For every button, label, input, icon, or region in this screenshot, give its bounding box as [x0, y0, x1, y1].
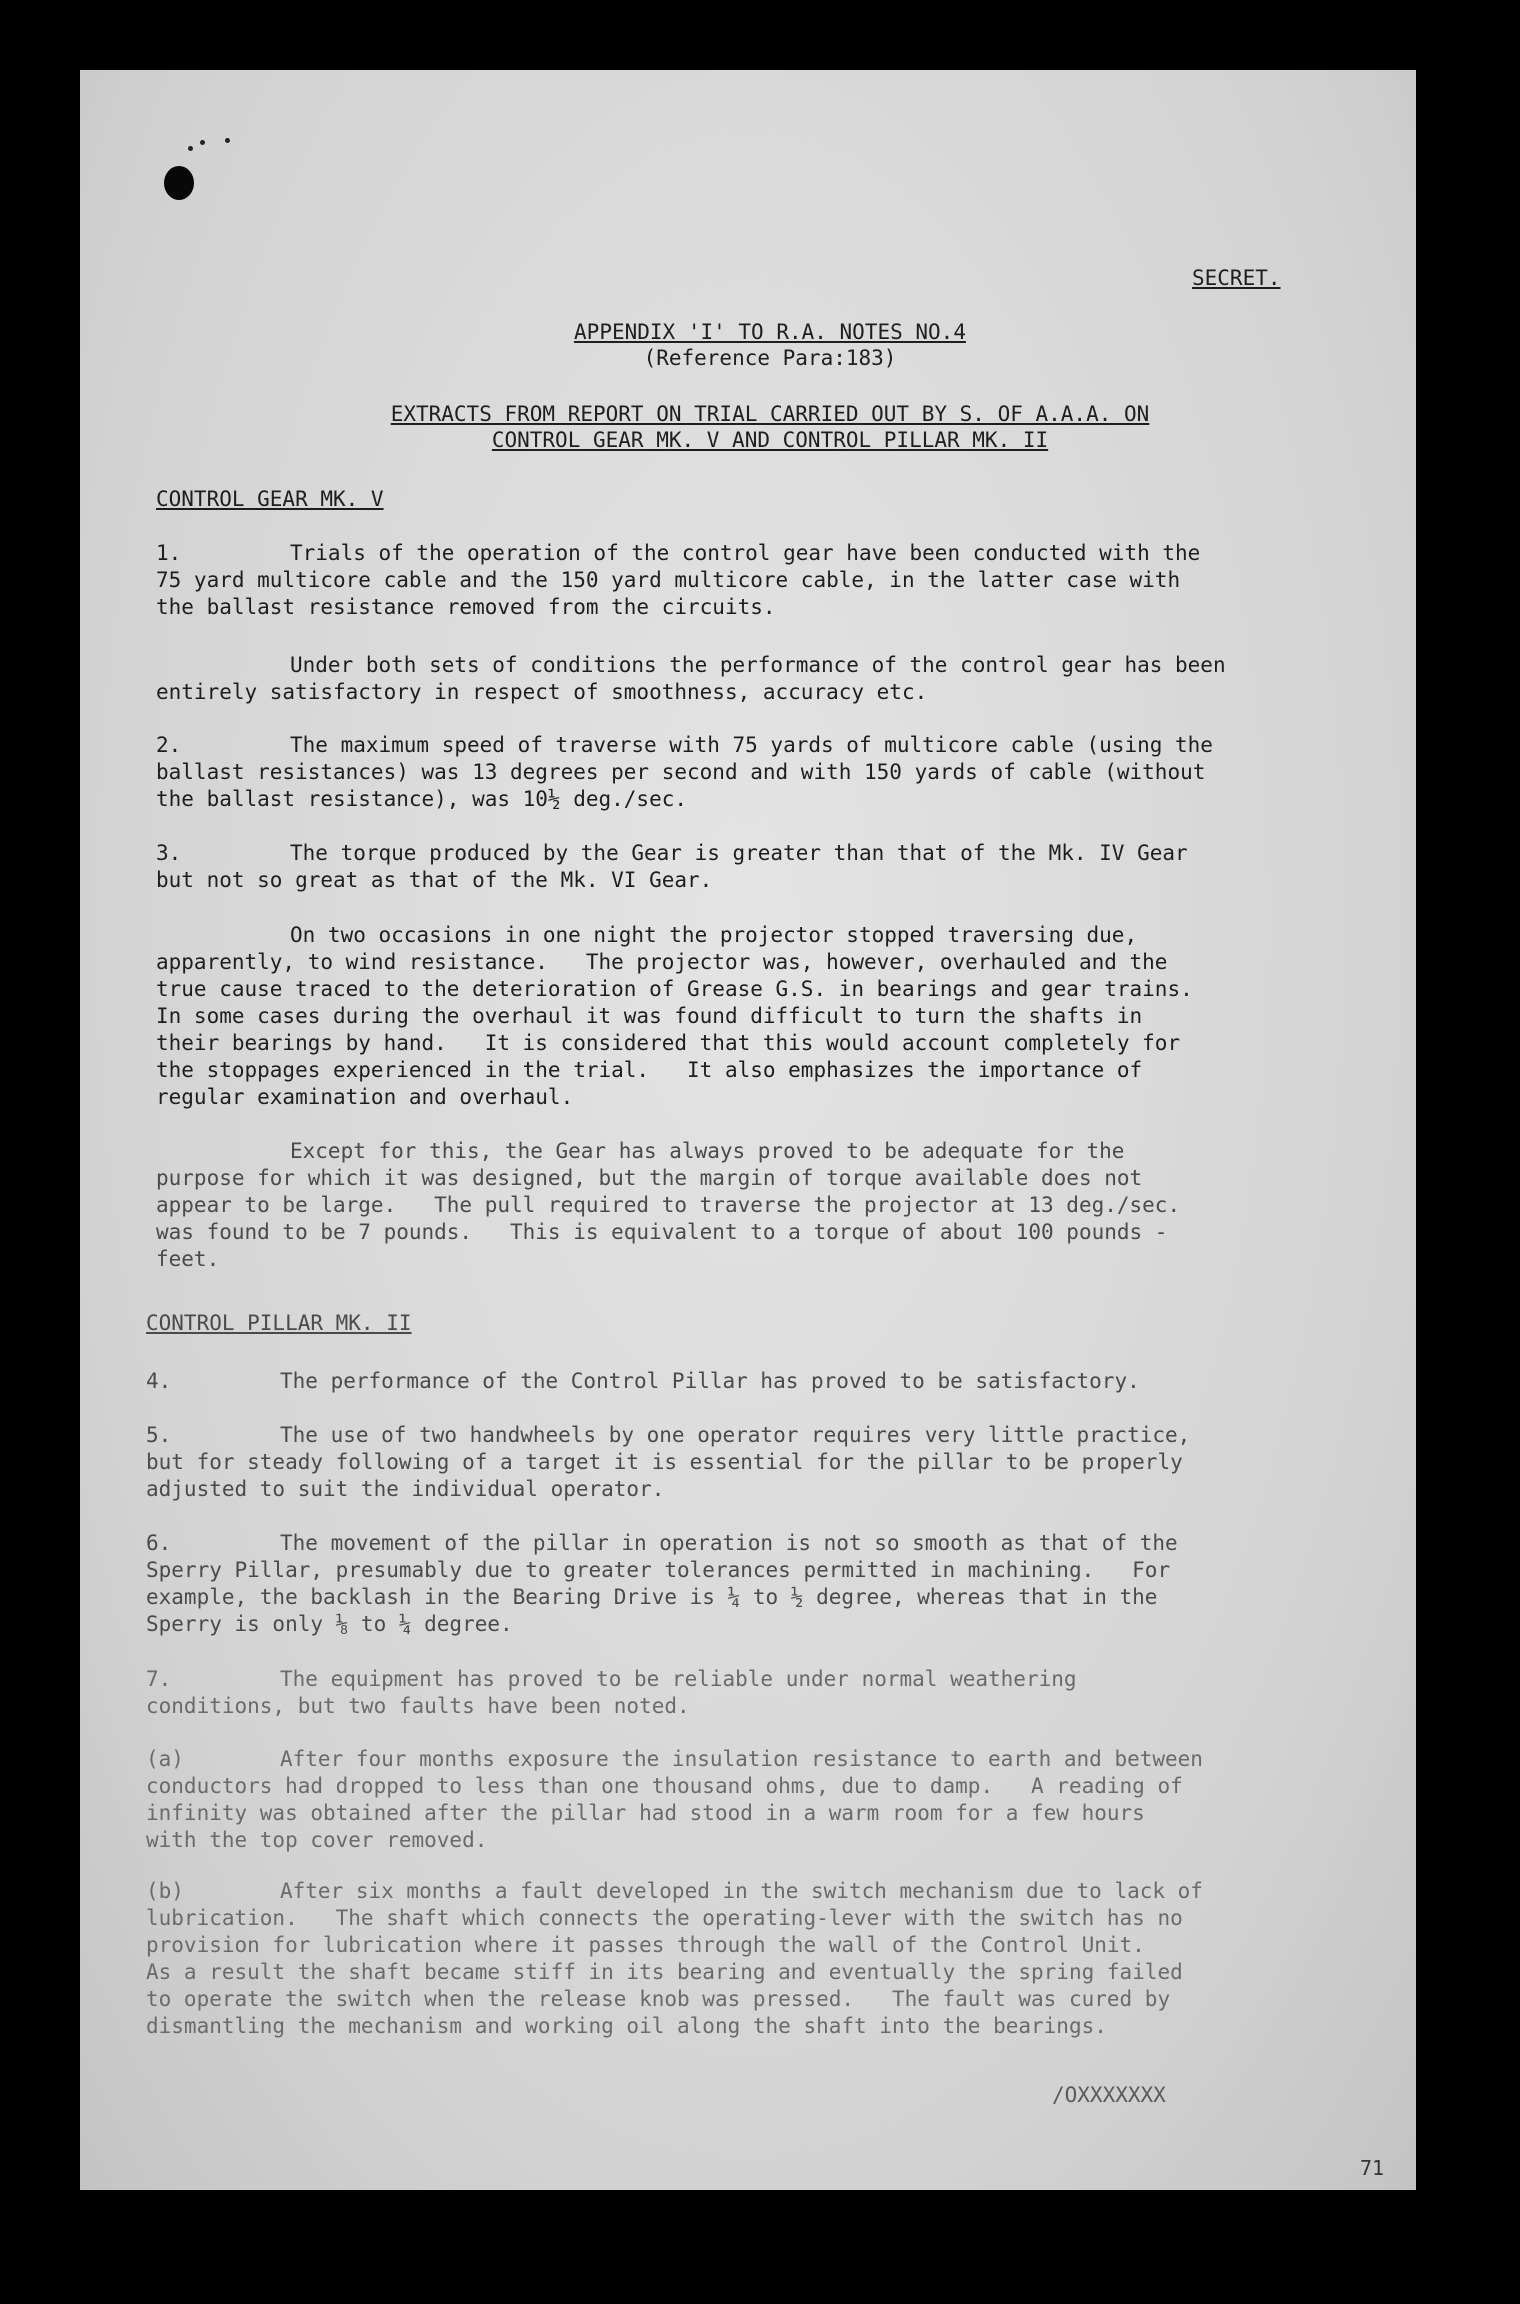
paragraph-number: (b): [146, 1879, 184, 1903]
continuation-signature: /OXXXXXXX: [1052, 2083, 1166, 2107]
paragraph-2: 2. The maximum speed of traverse with 75 yards of multicore cable (using the ballast resistances) was 13 degrees per second and with 150 yards of cable (without the ballast resistance), was 10½ deg./sec.: [156, 733, 1213, 811]
heading-reference: (Reference Para:183): [643, 346, 897, 370]
punch-hole: [164, 166, 194, 200]
paragraph-1b: Under both sets of conditions the performance of the control gear has been entirely satisfactory in respect of smoothness, accuracy etc.: [156, 653, 1226, 704]
paragraph-7: 7. The equipment has proved to be reliable under normal weathering conditions, but two faults have been noted.: [146, 1667, 1077, 1718]
heading-extracts: EXTRACTS FROM REPORT ON TRIAL CARRIED OUT BY S. OF A.A.A. ON: [390, 402, 1150, 426]
paragraph-1: 1. Trials of the operation of the control gear have been conducted with the 75 yard multicore cable and the 150 yard multicore cable, in the latter case with the ballast resistance removed from the circuits.: [156, 541, 1201, 619]
heading-appendix: APPENDIX 'I' TO R.A. NOTES NO.4: [574, 320, 966, 344]
speck: [188, 146, 193, 151]
paragraph-number: 3.: [156, 841, 182, 865]
paragraph-number: 6.: [146, 1531, 172, 1555]
paragraph-number: 7.: [146, 1667, 172, 1691]
paragraph-7a: (a) After four months exposure the insulation resistance to earth and between conductors had dropped to less than one thousand ohms, due to damp. A reading of infinity was obtained after the pillar had stood in a warm room for a few hours with the top cover removed.: [146, 1747, 1203, 1852]
page-corner-mark: 71: [1360, 2156, 1385, 2180]
paragraph-number: 4.: [146, 1369, 172, 1393]
section-heading-control-pillar: CONTROL PILLAR MK. II: [146, 1311, 412, 1335]
paragraph-6: 6. The movement of the pillar in operation is not so smooth as that of the Sperry Pillar, presumably due to greater tolerances permitted in machining. For example, the backlash in the Bearing Drive is ¼ to ½ degree, whereas that in the Sperry is only ⅛ to ¼ degree.: [146, 1531, 1178, 1636]
paragraph-number: 1.: [156, 541, 182, 565]
paragraph-4: 4. The performance of the Control Pillar has proved to be satisfactory.: [146, 1369, 1140, 1393]
paragraph-3: 3. The torque produced by the Gear is greater than that of the Mk. IV Gear but not so great as that of the Mk. VI Gear.: [156, 841, 1188, 892]
paragraph-number: 2.: [156, 733, 182, 757]
classification-marking: SECRET.: [1192, 266, 1281, 290]
speck: [200, 140, 205, 145]
speck: [225, 138, 230, 143]
heading-subject: CONTROL GEAR MK. V AND CONTROL PILLAR MK. II: [491, 428, 1049, 452]
paragraph-3b: On two occasions in one night the projector stopped traversing due, apparently, to wind resistance. The projector was, however, overhauled and the true cause traced to the deterioration of Grease G.S. in bearings and gear trains. In some cases during the overhaul it was found difficult to turn the shafts in their bearings by hand. It is considered that this would account completely for the stoppages experienced in the trial. It also emphasizes the importance of regular examination and overhaul.: [156, 923, 1193, 1109]
paragraph-7b: (b) After six months a fault developed in the switch mechanism due to lack of lubrication. The shaft which connects the operating-lever with the switch has no provision for lubrication where it passes through the wall of the Control Unit. As a result the shaft became stiff in its bearing and eventually the spring failed to operate the switch when the release knob was pressed. The fault was cured by dismantling the mechanism and working oil along the shaft into the bearings.: [146, 1879, 1203, 2038]
paragraph-5: 5. The use of two handwheels by one operator requires very little practice, but for steady following of a target it is essential for the pillar to be properly adjusted to suit the individual operator.: [146, 1423, 1191, 1501]
document-page: [80, 70, 1416, 2190]
paragraph-number: 5.: [146, 1423, 172, 1447]
paragraph-number: (a): [146, 1747, 184, 1771]
paragraph-3c: Except for this, the Gear has always proved to be adequate for the purpose for which it was designed, but the margin of torque available does not appear to be large. The pull required to traverse the projector at 13 deg./sec. was found to be 7 pounds. This is equivalent to a torque of about 100 pounds - feet.: [156, 1139, 1181, 1271]
section-heading-control-gear: CONTROL GEAR MK. V: [156, 487, 384, 511]
